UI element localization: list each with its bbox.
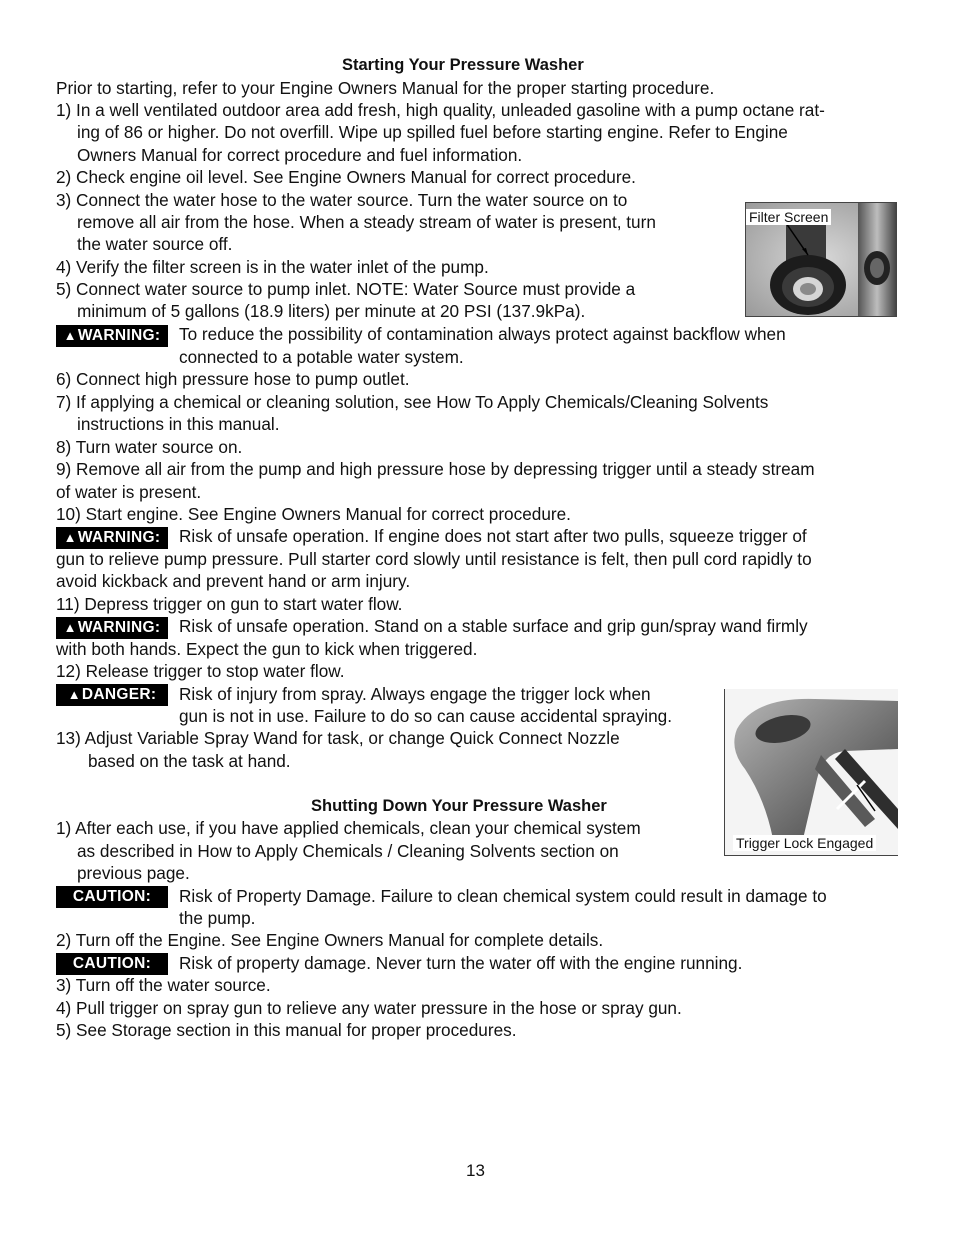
warning-3-line-2: with both hands. Expect the gun to kick when triggered. <box>56 639 478 659</box>
danger-line-2: gun is not in use. Failure to do so can cause accidental spraying. <box>179 706 672 726</box>
step-12: 12) Release trigger to stop water flow. <box>56 661 345 681</box>
danger-badge <box>56 684 168 706</box>
caution-badge-1: CAUTION: <box>56 886 168 908</box>
filter-screen-caption: Filter Screen <box>746 209 831 225</box>
filter-screen-photo <box>745 202 897 317</box>
step-5-line-1: 5) Connect water source to pump inlet. NOTE: Water Source must provide a <box>56 279 636 299</box>
step-1-line-1: 1) In a well ventilated outdoor area add fresh, high quality, unleaded gasoline with a pump octane rat- <box>56 100 825 120</box>
step-9-line-1: 9) Remove all air from the pump and high pressure hose by depressing trigger until a steady stream <box>56 459 815 479</box>
step-2: 2) Check engine oil level. See Engine Owners Manual for correct procedure. <box>56 167 636 187</box>
step-10: 10) Start engine. See Engine Owners Manual for correct procedure. <box>56 504 571 524</box>
shutdown-step-1-line-1: 1) After each use, if you have applied chemicals, clean your chemical system <box>56 818 641 838</box>
step-7-line-1: 7) If applying a chemical or cleaning solution, see How To Apply Chemicals/Cleaning Solvents <box>56 392 769 412</box>
step-9-line-2: of water is present. <box>56 482 202 502</box>
danger-label: DANGER: <box>81 686 157 703</box>
warning-2-line-1: Risk of unsafe operation. If engine does not start after two pulls, squeeze trigger of <box>179 526 807 546</box>
warning-triangle-icon: ▲ <box>63 620 77 635</box>
step-13-line-2: based on the task at hand. <box>88 751 291 771</box>
step-4: 4) Verify the filter screen is in the water inlet of the pump. <box>56 257 489 277</box>
warning-triangle-icon: ▲ <box>63 530 77 545</box>
step-5-line-2: minimum of 5 gallons (18.9 liters) per minute at 20 PSI (137.9kPa). <box>77 301 586 321</box>
page-number: 13 <box>466 1161 485 1180</box>
warning-3-line-1: Risk of unsafe operation. Stand on a stable surface and grip gun/spray wand firmly <box>179 616 808 636</box>
warning-badge-1 <box>56 325 168 347</box>
warning-label: WARNING: <box>77 619 161 636</box>
trigger-lock-caption: Trigger Lock Engaged <box>733 835 876 851</box>
warning-2-line-2: gun to relieve pump pressure. Pull starter cord slowly until resistance is felt, then pull cord rapidly to <box>56 549 812 569</box>
step-8: 8) Turn water source on. <box>56 437 243 457</box>
caution-2-line-1: Risk of property damage. Never turn the water off with the engine running. <box>179 953 743 973</box>
step-6: 6) Connect high pressure hose to pump outlet. <box>56 369 410 389</box>
section-heading-shutdown: Shutting Down Your Pressure Washer <box>311 797 607 815</box>
trigger-gun-illustration <box>725 689 898 855</box>
caution-1-line-2: the pump. <box>179 908 256 928</box>
warning-1-line-1: To reduce the possibility of contamination always protect against backflow when <box>179 324 786 344</box>
warning-label: WARNING: <box>77 529 161 546</box>
step-13-line-1: 13) Adjust Variable Spray Wand for task, or change Quick Connect Nozzle <box>56 728 620 748</box>
trigger-lock-photo <box>724 689 898 856</box>
caution-1-line-1: Risk of Property Damage. Failure to clean chemical system could result in damage to <box>179 886 827 906</box>
shutdown-step-2: 2) Turn off the Engine. See Engine Owners Manual for complete details. <box>56 930 604 950</box>
shutdown-step-1-line-3: previous page. <box>77 863 190 883</box>
warning-label: WARNING: <box>77 327 161 344</box>
warning-1-line-2: connected to a potable water system. <box>179 347 464 367</box>
step-1-line-3: Owners Manual for correct procedure and fuel information. <box>77 145 523 165</box>
section-heading-starting: Starting Your Pressure Washer <box>342 56 584 74</box>
step-1-line-2: ing of 86 or higher. Do not overfill. Wipe up spilled fuel before starting engine. Refer to Engine <box>77 122 788 142</box>
step-3-line-2: remove all air from the hose. When a steady stream of water is present, turn <box>77 212 656 232</box>
danger-line-1: Risk of injury from spray. Always engage the trigger lock when <box>179 684 651 704</box>
step-3-line-3: the water source off. <box>77 234 233 254</box>
step-7-line-2: instructions in this manual. <box>77 414 280 434</box>
danger-triangle-icon: ▲ <box>67 687 81 702</box>
step-11: 11) Depress trigger on gun to start water flow. <box>56 594 403 614</box>
warning-triangle-icon: ▲ <box>63 328 77 343</box>
shutdown-step-5: 5) See Storage section in this manual for proper procedures. <box>56 1020 517 1040</box>
step-3-line-1: 3) Connect the water hose to the water source. Turn the water source on to <box>56 190 628 210</box>
caution-badge-2: CAUTION: <box>56 953 168 975</box>
warning-2-line-3: avoid kickback and prevent hand or arm injury. <box>56 571 411 591</box>
shutdown-step-4: 4) Pull trigger on spray gun to relieve any water pressure in the hose or spray gun. <box>56 998 682 1018</box>
intro-text: Prior to starting, refer to your Engine Owners Manual for the proper starting procedure. <box>56 78 715 98</box>
shutdown-step-3: 3) Turn off the water source. <box>56 975 271 995</box>
warning-badge-2 <box>56 527 168 549</box>
warning-badge-3 <box>56 617 168 639</box>
shutdown-step-1-line-2: as described in How to Apply Chemicals / Cleaning Solvents section on <box>77 841 619 861</box>
